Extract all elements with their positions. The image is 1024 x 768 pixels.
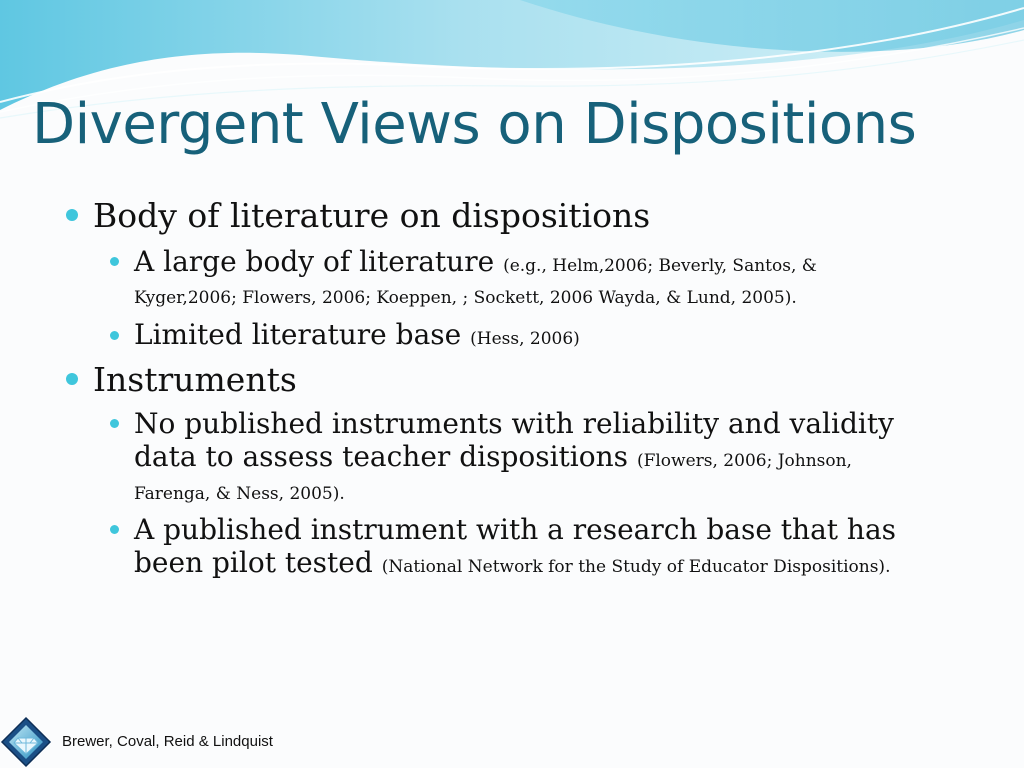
bullet-dot-icon — [110, 331, 119, 340]
sub-bullet-text: A published instrument with a research base that has — [134, 513, 897, 546]
sub-bullet-continuation — [134, 440, 1014, 478]
sub-bullet-item — [134, 407, 1014, 440]
bullet-text: Body of literature on dispositions — [93, 196, 651, 235]
bullet-dot-icon — [66, 373, 78, 385]
bullet-dot-icon — [110, 525, 119, 534]
sub-bullet-continuation — [134, 546, 1014, 584]
sub-bullet-text: No published instruments with reliability and validity — [134, 407, 894, 440]
citation-continuation — [134, 480, 1014, 508]
citation: (National Network for the Study of Educator Dispositions). — [381, 557, 891, 577]
bullet-dot-icon — [110, 257, 119, 266]
sub-bullet-text: data to assess teacher dispositions — [134, 440, 629, 473]
bullet-item — [93, 361, 973, 399]
footer-authors: Brewer, Coval, Reid & Lindquist — [62, 733, 273, 750]
sub-bullet-item — [134, 245, 994, 283]
citation: (Flowers, 2006; Johnson, — [636, 451, 852, 471]
bullet-item — [93, 197, 973, 235]
citation: (Hess, 2006) — [470, 329, 580, 349]
sub-bullet-item — [134, 318, 994, 356]
sub-bullet-text: Limited literature base — [134, 318, 462, 351]
bullet-text: Instruments — [93, 360, 297, 399]
sub-bullet-text: been pilot tested — [134, 546, 373, 579]
sub-bullet-item — [134, 513, 1014, 546]
sub-bullet-text: A large body of literature — [134, 245, 495, 278]
bullet-dot-icon — [110, 419, 119, 428]
citation: Farenga, & Ness, 2005). — [134, 484, 345, 504]
bullet-dot-icon — [66, 209, 78, 221]
diamond-logo-icon — [0, 716, 52, 768]
citation: (e.g., Helm,2006; Beverly, Santos, & — [503, 256, 817, 276]
citation: Kyger,2006; Flowers, 2006; Koeppen, ; Sockett, 2006 Wayda, & Lund, 2005). — [134, 288, 797, 308]
slide-title: Divergent Views on Dispositions — [32, 92, 917, 157]
citation-continuation — [134, 284, 1014, 312]
